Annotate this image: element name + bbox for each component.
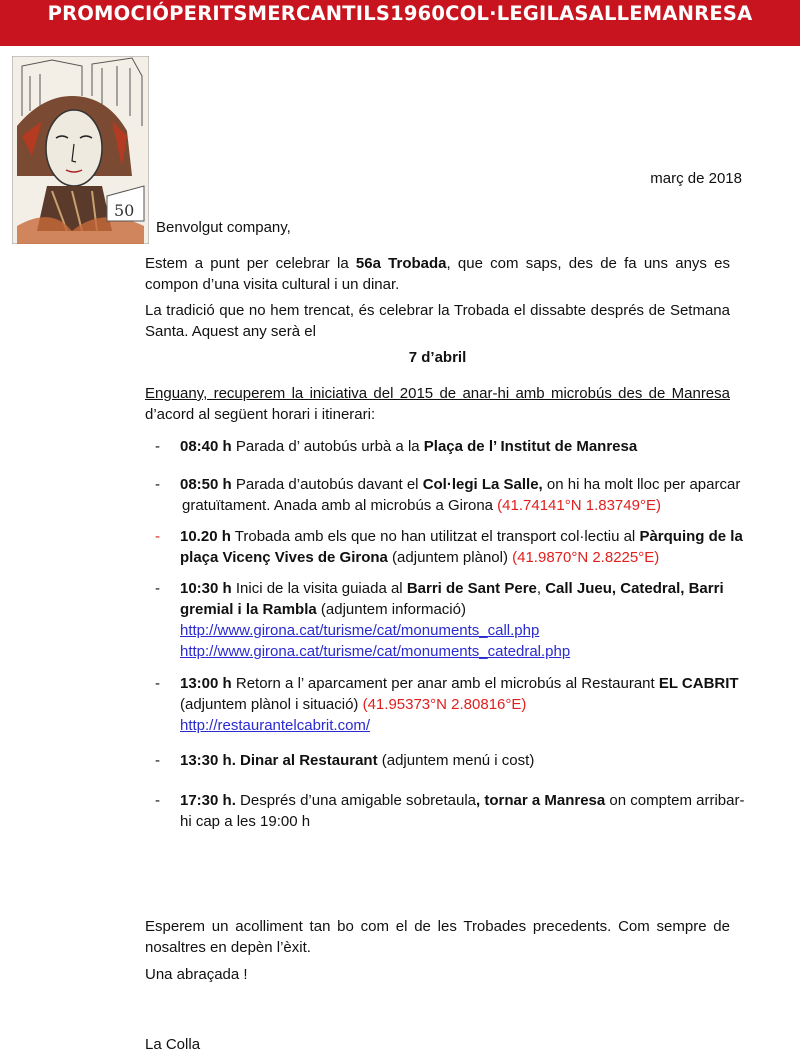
schedule-item: - 17:30 h. Després d’una amigable sobretaula, tornar a Manresa on comptem arribar- hi cap a les 19:00 h (155, 792, 745, 830)
schedule-item: - 10.20 h Trobada amb els que no han utilitzat el transport col·lectiu al Pàrquing de la plaça Vicenç Vives de Girona (adjuntem plànol) (41.9870°N 2.8225°E) (155, 528, 743, 566)
itinerary-intro: Enguany, recuperem la iniciativa del 2015 de anar-hi amb microbús des de Manresa d’acord al següent horari i itinerari: (145, 385, 730, 423)
letter-date: març de 2018 (650, 170, 742, 187)
logo-number: 50 (114, 201, 135, 220)
closing-hug: Una abraçada ! (145, 966, 248, 983)
header-banner (0, 0, 800, 46)
intro-paragraph: Estem a punt per celebrar la 56a Trobada, que com saps, des de fa uns anys es compon d’una visita cultural i un dinar. (145, 255, 730, 293)
highlight-date: 7 d’abril (408, 349, 467, 366)
trobada-number: 56a Trobada (355, 255, 447, 272)
schedule-item: - 13:00 h Retorn a l’ aparcament per anar amb el microbús al Restaurant EL CABRIT (adjuntem plànol i situació) (41.95373°N 2.80816°E) http://restaurantelcabrit.com/ (155, 675, 739, 734)
coordinates: (41.74141°N 1.83749°E) (497, 497, 661, 514)
schedule-item: - 10:30 h Inici de la visita guiada al Barri de Sant Pere, Call Jueu, Catedral, Barri gremial i la Rambla (adjuntem informació) http://www.girona.cat/turisme/cat/monuments_call.php http://www.girona.cat/turisme/cat/monuments_catedral.php (155, 580, 724, 660)
banner-title: PROMOCIÓPERITSMERCANTILS1960COL·LEGILASALLEMANRESA (47, 2, 753, 25)
schedule-item: - 08:50 h Parada d’autobús davant el Col·legi La Salle, on hi ha molt lloc per aparcar gratuïtament. Anada amb al microbús a Girona (41.74141°N 1.83749°E) (155, 476, 741, 514)
closing-paragraph: Esperem un acolliment tan bo com el de les Trobades precedents. Com sempre de nosaltres en depèn l’èxit. (145, 918, 730, 956)
schedule-item: - 13:30 h. Dinar al Restaurant (adjuntem menú i cost) (155, 752, 535, 769)
promotion-logo (12, 56, 149, 244)
tradition-paragraph: La tradició que no hem trencat, és celebrar la Trobada el dissabte després de Setmana Santa. Aquest any serà el (145, 302, 730, 340)
signature: La Colla (145, 1036, 201, 1053)
catedral-link[interactable]: http://www.girona.cat/turisme/cat/monuments_catedral.php (180, 643, 571, 660)
call-jueu-link[interactable]: http://www.girona.cat/turisme/cat/monuments_call.php (180, 622, 540, 639)
coordinates: (41.9870°N 2.8225°E) (512, 549, 660, 566)
schedule-item: - 08:40 h Parada d’ autobús urbà a la Plaça de l’ Institut de Manresa (155, 438, 638, 455)
coordinates: (41.95373°N 2.80816°E) (362, 696, 527, 713)
greeting: Benvolgut company, (156, 219, 291, 236)
restaurant-link[interactable]: http://restaurantelcabrit.com/ (180, 717, 371, 734)
